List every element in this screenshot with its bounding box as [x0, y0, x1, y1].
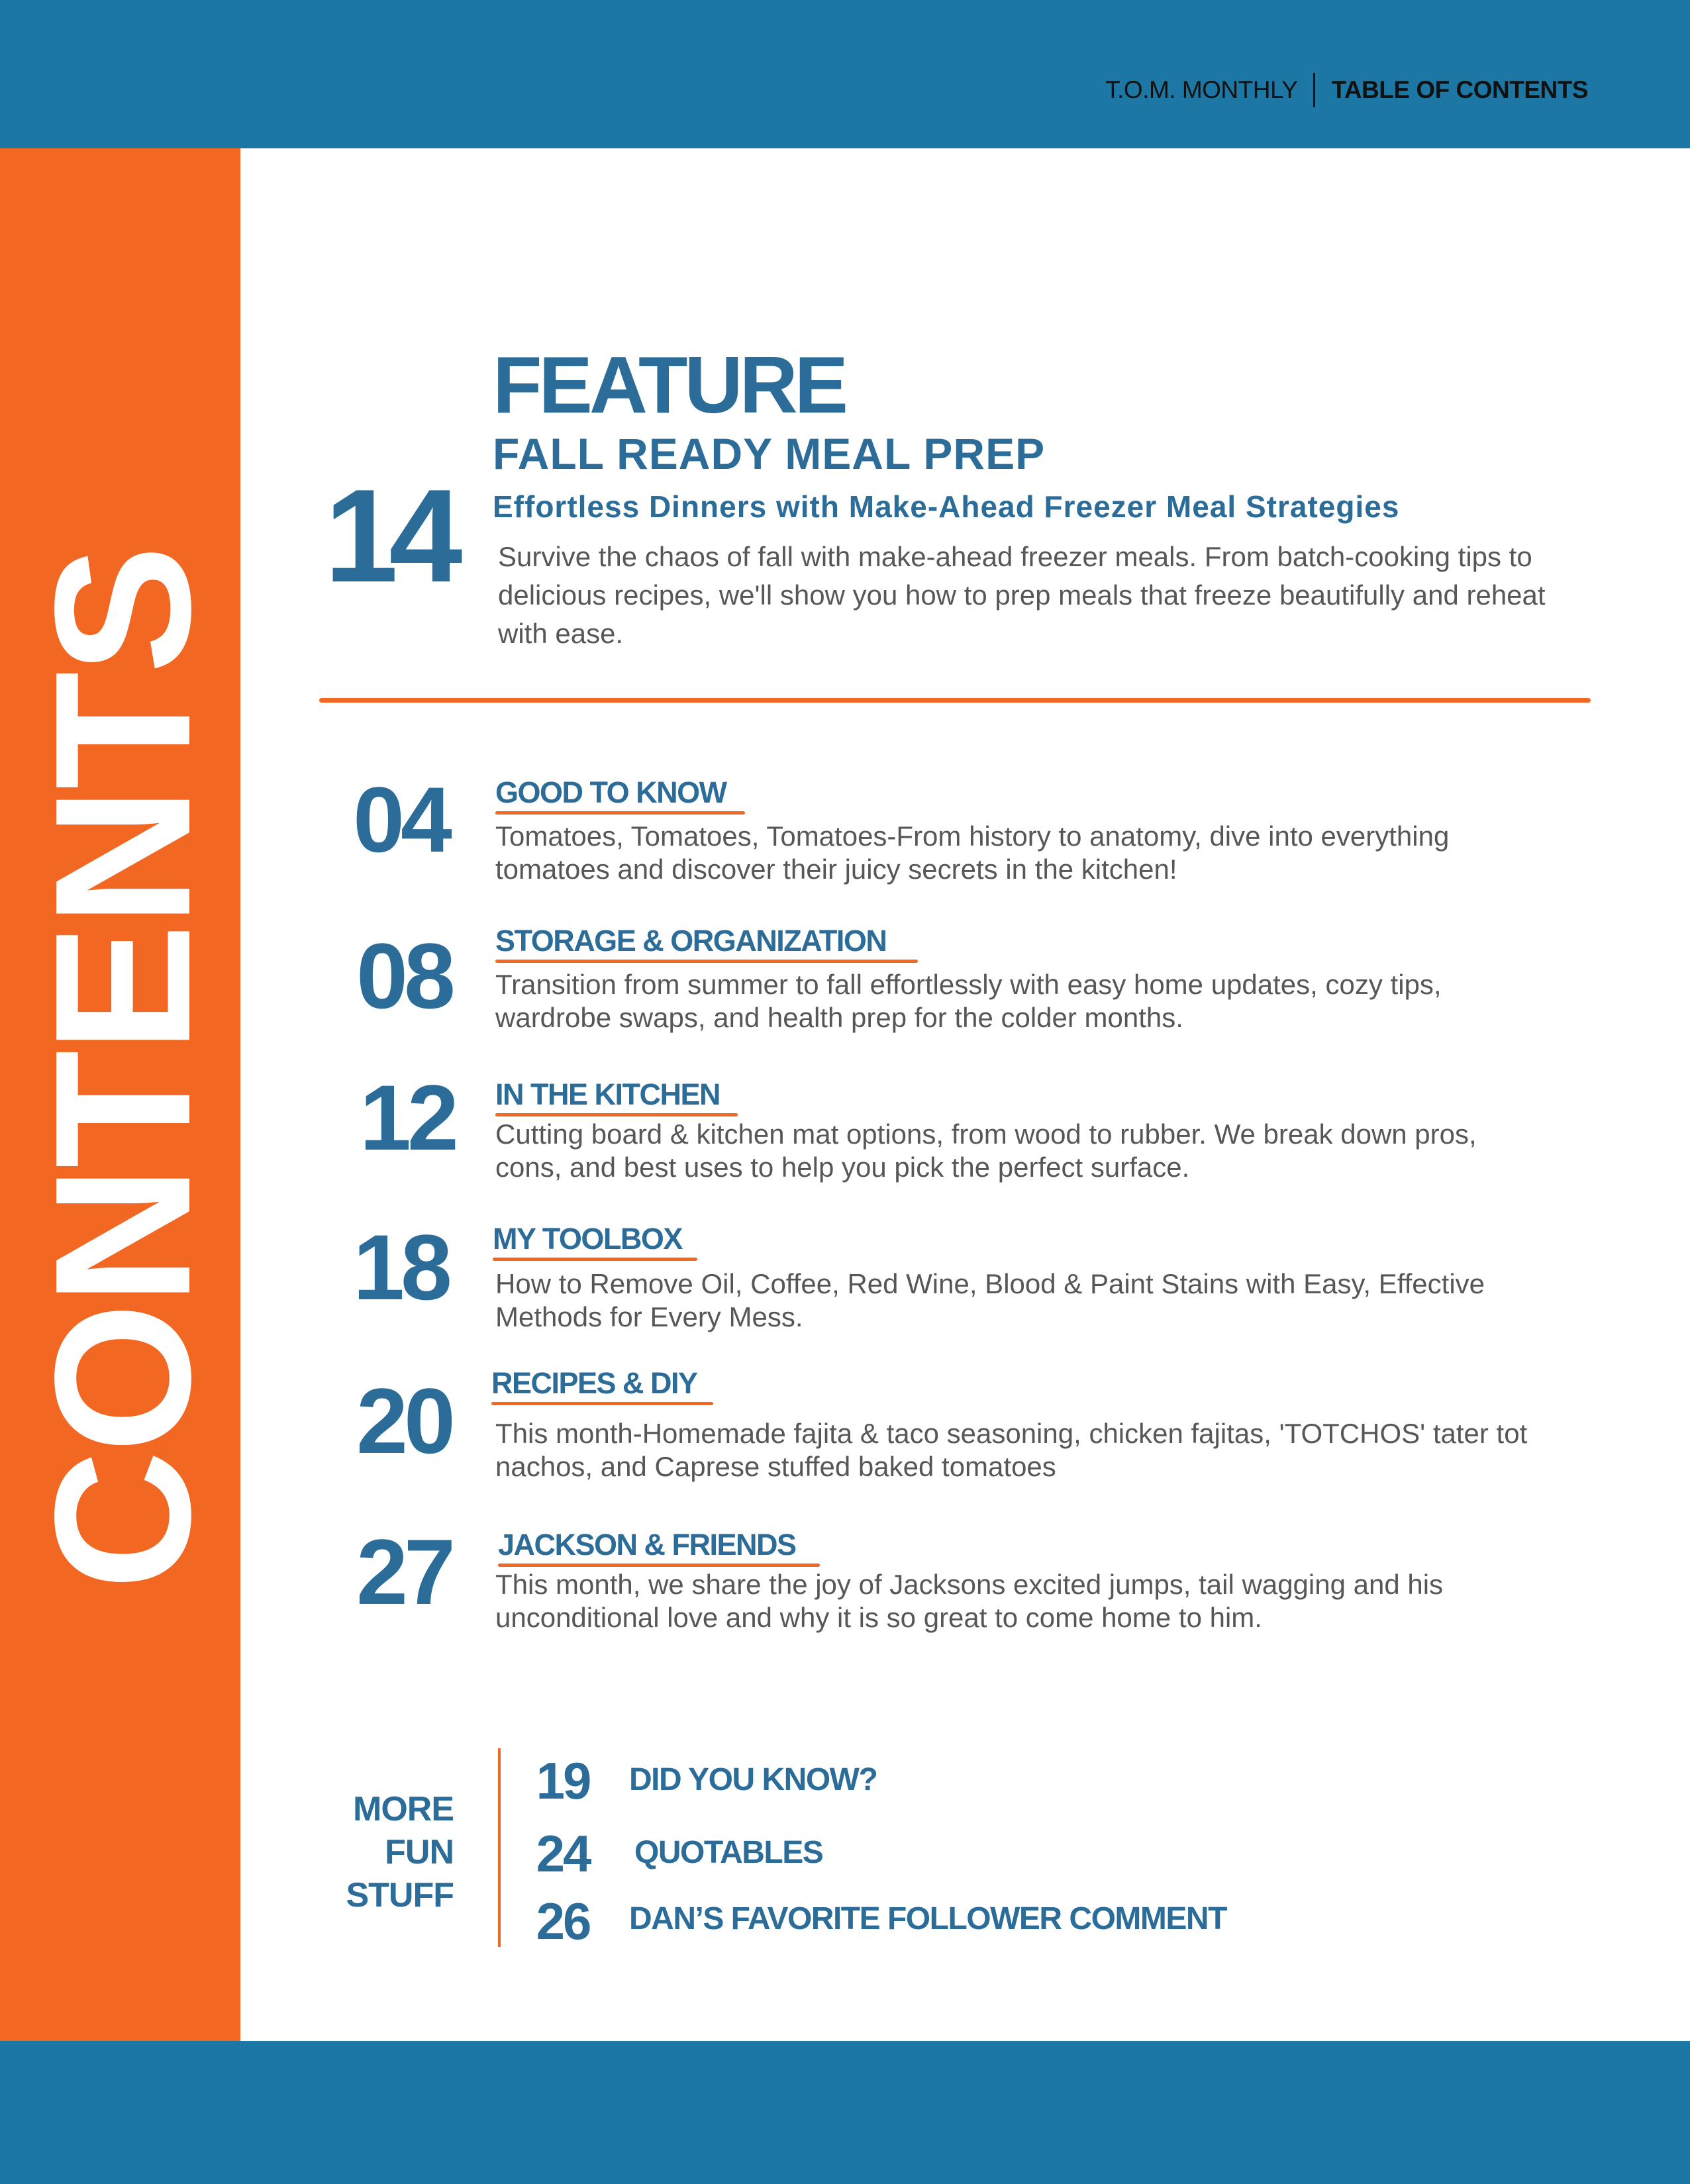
title-underline: [495, 811, 745, 815]
more-divider-rule: [498, 1748, 501, 1947]
entry-description: Tomatoes, Tomatoes, Tomatoes-From history to anatomy, dive into everything tomatoes and discover their juicy secrets in the kitchen!: [495, 820, 1450, 885]
contents-vertical-title: CONTENTS: [15, 548, 230, 1590]
more-label-line: FUN: [385, 1833, 454, 1871]
entry-page-number[interactable]: 27: [356, 1520, 452, 1624]
more-item-title[interactable]: DAN’S FAVORITE FOLLOWER COMMENT: [629, 1901, 1226, 1936]
title-underline: [495, 960, 918, 963]
more-item-title[interactable]: QUOTABLES: [634, 1835, 823, 1870]
entry-description: How to Remove Oil, Coffee, Red Wine, Blood & Paint Stains with Easy, Effective Methods for Every Mess.: [495, 1268, 1485, 1332]
title-underline: [498, 1564, 820, 1567]
publication-name: T.O.M. MONTHLY: [1105, 76, 1298, 103]
more-page-number[interactable]: 19: [536, 1752, 590, 1810]
bottom-band: [0, 2041, 1690, 2184]
entry-page-number[interactable]: 20: [356, 1369, 452, 1473]
entry-page-number[interactable]: 12: [360, 1066, 455, 1169]
title-underline: [493, 1258, 697, 1261]
section-name: TABLE OF CONTENTS: [1331, 76, 1588, 103]
more-item-title[interactable]: DID YOU KNOW?: [629, 1762, 877, 1797]
entry-page-number[interactable]: 08: [356, 924, 452, 1028]
contents-sidebar: [0, 148, 240, 2041]
more-page-number[interactable]: 26: [536, 1892, 590, 1950]
entry-description: Transition from summer to fall effortlessly with easy home updates, cozy tips, wardrobe swaps, and health prep for the colder months.: [495, 969, 1442, 1033]
entry-title[interactable]: JACKSON & FRIENDS: [498, 1530, 796, 1567]
entry-title[interactable]: MY TOOLBOX: [493, 1224, 682, 1261]
entry-description: This month-Homemade fajita & taco seasoning, chicken fajitas, 'TOTCHOS' tater tot nachos, and Caprese stuffed baked tomatoes: [495, 1418, 1528, 1482]
entry-title[interactable]: IN THE KITCHEN: [495, 1079, 720, 1117]
feature-label: FEATURE: [493, 340, 846, 430]
feature-page-number[interactable]: 14: [324, 462, 454, 610]
title-underline: [495, 1113, 738, 1117]
entry-title[interactable]: GOOD TO KNOW: [495, 777, 726, 815]
more-page-number[interactable]: 24: [536, 1824, 590, 1883]
running-header: [1105, 73, 1588, 107]
entry-title[interactable]: RECIPES & DIY: [491, 1368, 697, 1405]
more-fun-stuff-label: [311, 1788, 454, 1917]
feature-title[interactable]: FALL READY MEAL PREP: [493, 429, 1046, 478]
feature-description: Survive the chaos of fall with make-ahead freezer meals. From batch-cooking tips to delicious recipes, we'll show you how to prep meals that freeze beautifully and reheat with ease.: [498, 541, 1546, 649]
entry-title[interactable]: STORAGE & ORGANIZATION: [495, 926, 886, 963]
entry-page-number[interactable]: 04: [353, 768, 448, 871]
more-label-line: STUFF: [346, 1876, 454, 1914]
brush-divider: [319, 698, 1591, 703]
entry-description: Cutting board & kitchen mat options, from wood to rubber. We break down pros, cons, and best uses to help you pick the perfect surface.: [495, 1118, 1477, 1183]
title-underline: [491, 1402, 713, 1405]
entry-description: This month, we share the joy of Jacksons excited jumps, tail wagging and his unconditional love and why it is so great to come home to him.: [495, 1569, 1444, 1633]
header-separator: [1313, 73, 1315, 107]
entry-page-number[interactable]: 18: [353, 1215, 448, 1319]
feature-subtitle: Effortless Dinners with Make-Ahead Freezer Meal Strategies: [493, 489, 1400, 524]
more-label-line: MORE: [353, 1790, 454, 1828]
